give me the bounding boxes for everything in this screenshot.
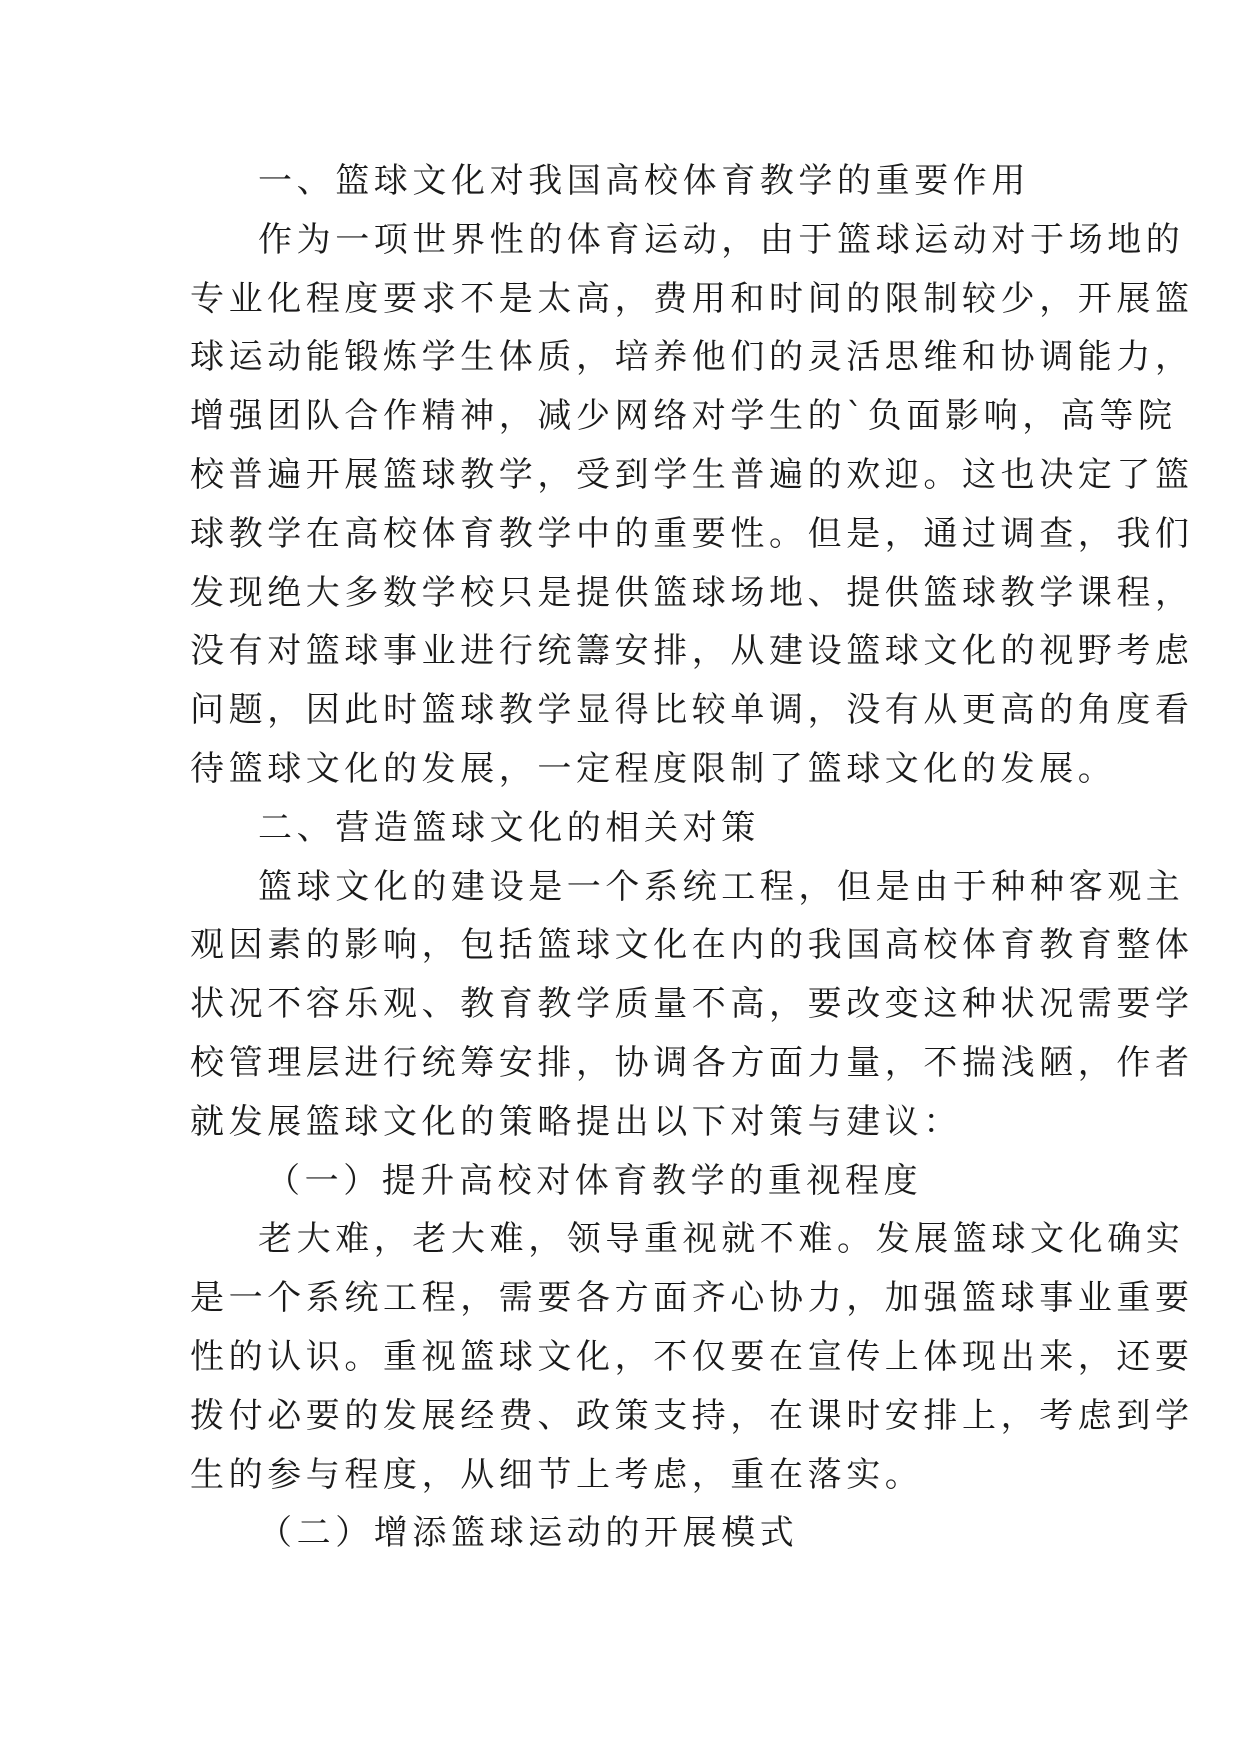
paragraph-line: 问题，因此时篮球教学显得比较单调，没有从更高的角度看 [190,690,1194,731]
paragraph-line: 是一个系统工程，需要各方面齐心协力，加强篮球事业重要 [190,1278,1194,1319]
subsection-heading-2: （二）增添篮球运动的开展模式 [258,1513,799,1554]
paragraph-line: 老大难，老大难，领导重视就不难。发展篮球文化确实 [258,1219,1185,1260]
paragraph-line: 球教学在高校体育教学中的重要性。但是，通过调查，我们 [190,513,1194,554]
section-heading-1: 一、篮球文化对我国高校体育教学的重要作用 [258,161,1030,201]
paragraph-line: 拨付必要的发展经费、政策支持，在课时安排上，考虑到学 [190,1395,1194,1436]
paragraph-line: 作为一项世界性的体育运动，由于篮球运动对于场地的 [258,219,1185,260]
paragraph-line: 生的参与程度，从细节上考虑，重在落实。 [190,1454,924,1495]
section-heading-2: 二、营造篮球文化的相关对策 [258,807,760,848]
paragraph-line: 观因素的影响，包括篮球文化在内的我国高校体育教育整体 [190,925,1194,966]
paragraph-line: 状况不容乐观、教育教学质量不高，要改变这种状况需要学 [190,984,1194,1025]
document-body [190,152,1194,1563]
paragraph-line: 篮球文化的建设是一个系统工程，但是由于种种客观主 [258,866,1185,907]
paragraph-line: 性的认识。重视篮球文化，不仅要在宣传上体现出来，还要 [190,1336,1194,1377]
paragraph-line: 增强团队合作精神，减少网络对学生的`负面影响，高等院 [190,396,1177,437]
paragraph-line: 专业化程度要求不是太高，费用和时间的限制较少，开展篮 [190,278,1194,319]
paragraph-line: 待篮球文化的发展，一定程度限制了篮球文化的发展。 [190,748,1117,789]
paragraph-line: 发现绝大多数学校只是提供篮球场地、提供篮球教学课程， [190,572,1194,613]
paragraph-line: 没有对篮球事业进行统籌安排，从建设篮球文化的视野考虑 [190,631,1194,672]
paragraph-line: 校管理层进行统筹安排，协调各方面力量，不揣浅陋，作者 [190,1042,1194,1083]
subsection-heading-1: （一）提升高校对体育教学的重视程度 [266,1160,923,1201]
paragraph-line: 球运动能锻炼学生体质，培养他们的灵活思维和协调能力， [190,337,1194,378]
paragraph-line: 就发展篮球文化的策略提出以下对策与建议： [190,1101,962,1142]
paragraph-line: 校普遍开展篮球教学，受到学生普遍的欢迎。这也决定了篮 [190,454,1194,495]
